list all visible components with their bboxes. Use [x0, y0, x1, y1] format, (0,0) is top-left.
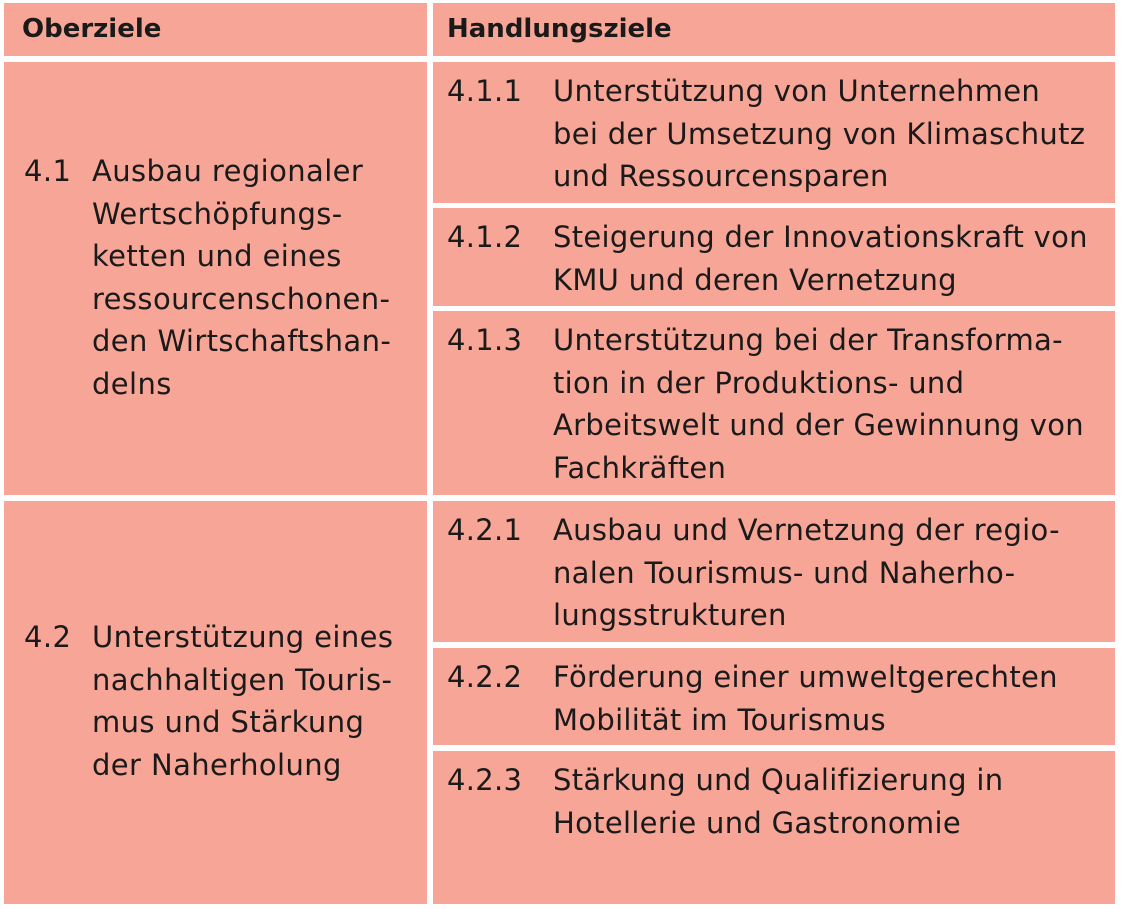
- handlungsziel-line: KMU und deren Vernetzung: [553, 262, 957, 297]
- handlungsziel-number: 4.1.1: [447, 74, 523, 108]
- header-handlungsziele-label: Handlungsziele: [447, 14, 672, 44]
- handlungsziel-line: Unterstützung von Unternehmen: [553, 74, 1041, 108]
- oberziel-4-2-title: [92, 616, 417, 786]
- header-oberziele-label: Oberziele: [22, 14, 162, 44]
- handlungsziel-number: 4.1.2: [447, 220, 523, 254]
- handlungsziel-number: 4.2.2: [447, 660, 523, 694]
- handlungsziel-line: Arbeitswelt und der Gewinnung von: [553, 408, 1084, 442]
- handlungsziel-4-1-2: [433, 208, 1115, 306]
- handlungsziel-4-1-3: [433, 311, 1115, 495]
- header-oberziele: [4, 3, 427, 56]
- oberziel-4-2-number: 4.2: [24, 620, 72, 654]
- handlungsziel-number: 4.2.3: [447, 763, 523, 797]
- handlungsziel-line: Unterstützung bei der Transforma-: [553, 323, 1063, 357]
- handlungsziel-text: [553, 759, 1118, 844]
- handlungsziel-line: und Ressourcensparen: [553, 159, 889, 193]
- handlungsziel-line: Fachkräften: [553, 450, 727, 485]
- handlungsziel-4-1-1: [433, 62, 1115, 203]
- handlungsziel-text: [553, 319, 1118, 489]
- handlungsziel-line: nalen Tourismus- und Naherho-: [553, 555, 1016, 590]
- handlungsziel-line: Ausbau und Vernetzung der regio-: [553, 513, 1060, 547]
- oberziel-line: mus und Stärkung: [92, 705, 365, 739]
- handlungsziel-4-2-1: [433, 501, 1115, 642]
- handlungsziel-line: Hotellerie und Gastronomie: [553, 805, 961, 840]
- header-handlungsziele: [433, 3, 1115, 56]
- handlungsziel-line: bei der Umsetzung von Klimaschutz: [553, 116, 1086, 151]
- handlungsziel-text: [553, 70, 1118, 198]
- handlungsziel-line: Stärkung und Qualifizierung in: [553, 763, 1004, 797]
- oberziel-line: ketten und eines: [92, 239, 342, 273]
- oberziel-line: delns: [92, 366, 172, 401]
- oberziel-line: Unterstützung eines: [92, 620, 394, 654]
- oberziel-4-2: [4, 501, 427, 904]
- oberziel-4-1-title: [92, 150, 417, 405]
- handlungsziel-line: tion in der Produktions- und: [553, 365, 965, 400]
- oberziel-line: Ausbau regionaler: [92, 154, 364, 188]
- oberziel-line: den Wirtschaftshan-: [92, 324, 392, 358]
- oberziel-line: ressourcenschonen-: [92, 281, 391, 316]
- handlungsziel-number: 4.2.1: [447, 513, 523, 547]
- handlungsziel-line: lungsstrukturen: [553, 598, 787, 632]
- oberziel-line: Wertschöpfungs-: [92, 196, 343, 231]
- handlungsziel-4-2-2: [433, 648, 1115, 745]
- handlungsziel-number: 4.1.3: [447, 323, 523, 357]
- oberziel-line: nachhaltigen Touris-: [92, 662, 393, 697]
- oberziel-line: der Naherholung: [92, 747, 342, 782]
- handlungsziel-text: [553, 509, 1118, 637]
- oberziel-4-1: [4, 62, 427, 495]
- handlungsziel-text: [553, 656, 1118, 741]
- handlungsziel-line: Mobilität im Tourismus: [553, 702, 886, 737]
- oberziel-4-1-number: 4.1: [24, 154, 72, 188]
- handlungsziel-line: Steigerung der Innovationskraft von: [553, 220, 1088, 254]
- handlungsziel-4-2-3: [433, 751, 1115, 904]
- handlungsziel-text: [553, 216, 1118, 301]
- handlungsziel-line: Förderung einer umweltgerechten: [553, 660, 1058, 694]
